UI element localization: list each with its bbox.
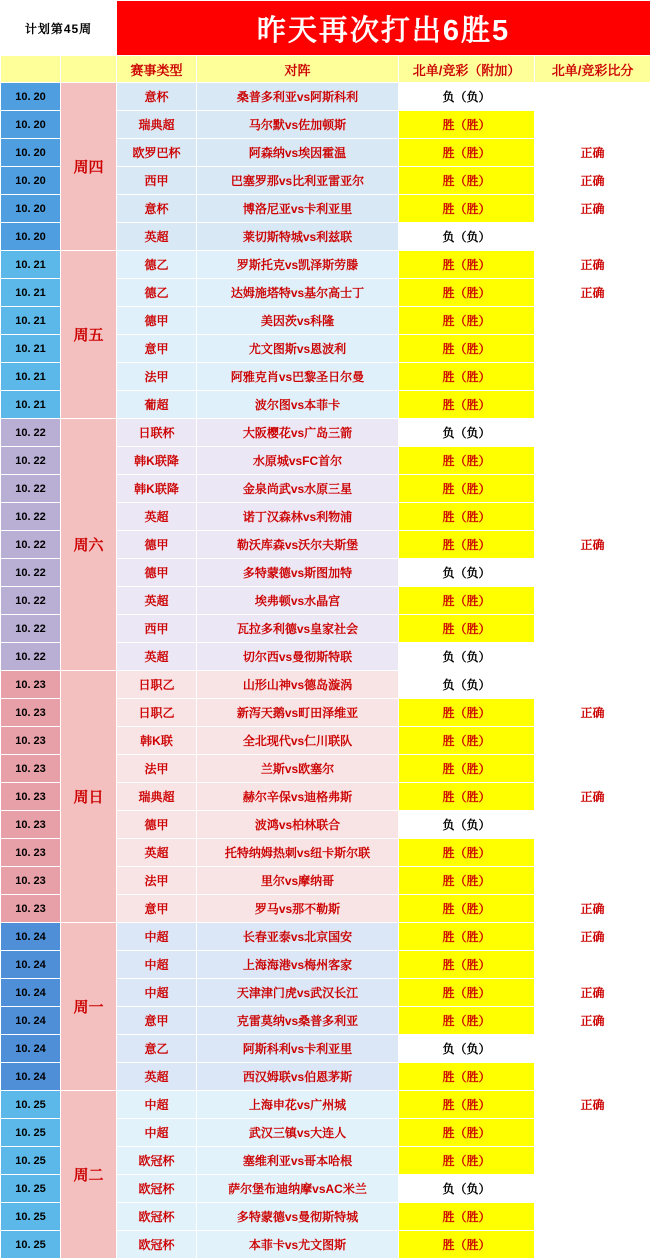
row-type: 英超 — [117, 1063, 197, 1091]
row-accuracy — [535, 587, 650, 615]
row-type: 法甲 — [117, 867, 197, 895]
row-date: 10. 20 — [1, 195, 61, 223]
row-match: 塞维利亚vs哥本哈根 — [197, 1147, 399, 1175]
row-date: 10. 25 — [1, 1175, 61, 1203]
row-result: 负（负） — [399, 559, 535, 587]
col-match: 对阵 — [197, 56, 399, 83]
col-accuracy: 北单/竞彩比分 — [535, 56, 650, 83]
row-match: 萨尔堡布迪纳摩vsAC米兰 — [197, 1175, 399, 1203]
row-accuracy — [535, 839, 650, 867]
row-match: 本菲卡vs尤文图斯 — [197, 1231, 399, 1259]
row-date: 10. 24 — [1, 979, 61, 1007]
table-row — [1, 923, 650, 951]
row-date: 10. 25 — [1, 1147, 61, 1175]
row-result: 负（负） — [399, 643, 535, 671]
col-result: 北单/竞彩（附加） — [399, 56, 535, 83]
row-date: 10. 21 — [1, 279, 61, 307]
row-accuracy — [535, 755, 650, 783]
row-result: 胜（胜） — [399, 839, 535, 867]
row-accuracy — [535, 671, 650, 699]
weekday-cell: 周六 — [61, 419, 117, 671]
row-type: 葡超 — [117, 391, 197, 419]
row-accuracy: 正确 — [535, 1007, 650, 1035]
table-row — [1, 1091, 650, 1119]
row-match: 兰斯vs欧塞尔 — [197, 755, 399, 783]
row-result: 胜（胜） — [399, 1063, 535, 1091]
row-accuracy — [535, 1147, 650, 1175]
row-result: 胜（胜） — [399, 391, 535, 419]
col-date — [1, 56, 61, 83]
row-result: 胜（胜） — [399, 447, 535, 475]
row-accuracy — [535, 951, 650, 979]
row-accuracy — [535, 727, 650, 755]
row-date: 10. 24 — [1, 923, 61, 951]
row-date: 10. 23 — [1, 895, 61, 923]
row-result: 胜（胜） — [399, 1231, 535, 1259]
row-type: 意杯 — [117, 83, 197, 111]
row-type: 西甲 — [117, 615, 197, 643]
row-result: 胜（胜） — [399, 755, 535, 783]
row-type: 欧冠杯 — [117, 1203, 197, 1231]
row-type: 英超 — [117, 503, 197, 531]
row-date: 10. 21 — [1, 391, 61, 419]
table-row — [1, 83, 650, 111]
row-match: 桑普多利亚vs阿斯科利 — [197, 83, 399, 111]
row-date: 10. 22 — [1, 531, 61, 559]
row-accuracy — [535, 335, 650, 363]
row-date: 10. 21 — [1, 307, 61, 335]
row-result: 胜（胜） — [399, 475, 535, 503]
row-date: 10. 22 — [1, 475, 61, 503]
row-date: 10. 23 — [1, 671, 61, 699]
table-row — [1, 419, 650, 447]
row-type: 韩K联 — [117, 727, 197, 755]
row-date: 10. 24 — [1, 951, 61, 979]
row-result: 胜（胜） — [399, 727, 535, 755]
row-match: 长春亚泰vs北京国安 — [197, 923, 399, 951]
row-accuracy — [535, 307, 650, 335]
row-result: 胜（胜） — [399, 1119, 535, 1147]
row-match: 莱切斯特城vs利兹联 — [197, 223, 399, 251]
row-accuracy — [535, 1231, 650, 1259]
row-match: 天津津门虎vs武汉长江 — [197, 979, 399, 1007]
row-match: 美因茨vs科隆 — [197, 307, 399, 335]
row-type: 瑞典超 — [117, 111, 197, 139]
row-result: 胜（胜） — [399, 783, 535, 811]
row-match: 上海海港vs梅州客家 — [197, 951, 399, 979]
row-date: 10. 25 — [1, 1203, 61, 1231]
row-type: 英超 — [117, 839, 197, 867]
row-match: 托特纳姆热刺vs纽卡斯尔联 — [197, 839, 399, 867]
weekday-cell: 周五 — [61, 251, 117, 419]
row-match: 巴塞罗那vs比利亚雷亚尔 — [197, 167, 399, 195]
row-result: 胜（胜） — [399, 587, 535, 615]
row-accuracy — [535, 1035, 650, 1063]
row-date: 10. 24 — [1, 1035, 61, 1063]
row-match: 阿斯科利vs卡利亚里 — [197, 1035, 399, 1063]
row-match: 诺丁汉森林vs利物浦 — [197, 503, 399, 531]
row-date: 10. 20 — [1, 83, 61, 111]
row-type: 英超 — [117, 223, 197, 251]
row-result: 胜（胜） — [399, 979, 535, 1007]
row-accuracy — [535, 391, 650, 419]
row-accuracy: 正确 — [535, 979, 650, 1007]
row-type: 韩K联降 — [117, 447, 197, 475]
row-date: 10. 25 — [1, 1119, 61, 1147]
row-accuracy — [535, 1175, 650, 1203]
row-date: 10. 23 — [1, 727, 61, 755]
row-match: 上海申花vs广州城 — [197, 1091, 399, 1119]
row-accuracy: 正确 — [535, 531, 650, 559]
row-date: 10. 20 — [1, 223, 61, 251]
row-result: 胜（胜） — [399, 167, 535, 195]
row-result: 负（负） — [399, 419, 535, 447]
row-result: 负（负） — [399, 671, 535, 699]
row-type: 法甲 — [117, 363, 197, 391]
row-type: 意甲 — [117, 335, 197, 363]
row-match: 西汉姆联vs伯恩茅斯 — [197, 1063, 399, 1091]
row-accuracy — [535, 615, 650, 643]
row-accuracy — [535, 1119, 650, 1147]
row-type: 德甲 — [117, 811, 197, 839]
row-type: 日联杯 — [117, 419, 197, 447]
plan-label: 计划第45周 — [1, 1, 117, 56]
row-date: 10. 21 — [1, 335, 61, 363]
row-match: 波尔图vs本菲卡 — [197, 391, 399, 419]
row-result: 胜（胜） — [399, 1147, 535, 1175]
row-type: 德乙 — [117, 279, 197, 307]
row-accuracy — [535, 1203, 650, 1231]
row-accuracy — [535, 559, 650, 587]
row-match: 罗马vs那不勒斯 — [197, 895, 399, 923]
col-type: 赛事类型 — [117, 56, 197, 83]
row-result: 胜（胜） — [399, 895, 535, 923]
row-match: 阿森纳vs埃因霍温 — [197, 139, 399, 167]
row-result: 负（负） — [399, 83, 535, 111]
row-type: 英超 — [117, 587, 197, 615]
row-result: 胜（胜） — [399, 615, 535, 643]
row-accuracy: 正确 — [535, 139, 650, 167]
row-match: 大阪樱花vs广岛三箭 — [197, 419, 399, 447]
row-accuracy — [535, 867, 650, 895]
row-accuracy: 正确 — [535, 1091, 650, 1119]
row-date: 10. 21 — [1, 363, 61, 391]
row-accuracy: 正确 — [535, 699, 650, 727]
row-type: 意甲 — [117, 1007, 197, 1035]
row-accuracy: 正确 — [535, 895, 650, 923]
row-date: 10. 22 — [1, 447, 61, 475]
row-date: 10. 23 — [1, 783, 61, 811]
row-date: 10. 23 — [1, 755, 61, 783]
row-type: 欧冠杯 — [117, 1175, 197, 1203]
row-date: 10. 20 — [1, 111, 61, 139]
row-type: 日职乙 — [117, 699, 197, 727]
row-type: 中超 — [117, 1119, 197, 1147]
row-type: 法甲 — [117, 755, 197, 783]
row-match: 克雷莫纳vs桑普多利亚 — [197, 1007, 399, 1035]
row-result: 胜（胜） — [399, 867, 535, 895]
row-match: 全北现代vs仁川联队 — [197, 727, 399, 755]
row-result: 胜（胜） — [399, 251, 535, 279]
row-result: 胜（胜） — [399, 503, 535, 531]
weekday-cell: 周四 — [61, 83, 117, 251]
header-row — [1, 1, 650, 56]
row-match: 新泻天鹅vs町田泽维亚 — [197, 699, 399, 727]
row-match: 罗斯托克vs凯泽斯劳滕 — [197, 251, 399, 279]
weekday-cell: 周一 — [61, 923, 117, 1091]
row-result: 胜（胜） — [399, 531, 535, 559]
row-date: 10. 23 — [1, 867, 61, 895]
row-type: 西甲 — [117, 167, 197, 195]
row-match: 波鸿vs柏林联合 — [197, 811, 399, 839]
row-result: 胜（胜） — [399, 1203, 535, 1231]
row-type: 欧冠杯 — [117, 1147, 197, 1175]
row-date: 10. 25 — [1, 1231, 61, 1259]
row-type: 欧冠杯 — [117, 1231, 197, 1259]
weekday-cell: 周日 — [61, 671, 117, 923]
row-result: 胜（胜） — [399, 699, 535, 727]
row-date: 10. 22 — [1, 587, 61, 615]
row-date: 10. 23 — [1, 839, 61, 867]
row-match: 阿雅克肖vs巴黎圣日尔曼 — [197, 363, 399, 391]
row-accuracy — [535, 811, 650, 839]
row-type: 英超 — [117, 643, 197, 671]
table-row — [1, 251, 650, 279]
row-type: 德甲 — [117, 307, 197, 335]
row-result: 胜（胜） — [399, 279, 535, 307]
row-type: 中超 — [117, 951, 197, 979]
row-date: 10. 20 — [1, 139, 61, 167]
row-result: 负（负） — [399, 1175, 535, 1203]
row-date: 10. 22 — [1, 559, 61, 587]
column-header-row — [1, 56, 650, 83]
row-match: 尤文图斯vs恩波利 — [197, 335, 399, 363]
row-result: 胜（胜） — [399, 951, 535, 979]
row-match: 切尔西vs曼彻斯特联 — [197, 643, 399, 671]
row-match: 马尔默vs佐加顿斯 — [197, 111, 399, 139]
row-match: 勒沃库森vs沃尔夫斯堡 — [197, 531, 399, 559]
row-type: 德甲 — [117, 531, 197, 559]
row-match: 金泉尚武vs水原三星 — [197, 475, 399, 503]
row-match: 山形山神vs德岛漩涡 — [197, 671, 399, 699]
row-accuracy: 正确 — [535, 251, 650, 279]
row-date: 10. 23 — [1, 699, 61, 727]
row-type: 德乙 — [117, 251, 197, 279]
row-type: 瑞典超 — [117, 783, 197, 811]
row-accuracy: 正确 — [535, 167, 650, 195]
row-accuracy — [535, 111, 650, 139]
row-match: 达姆施塔特vs基尔高士丁 — [197, 279, 399, 307]
row-type: 中超 — [117, 1091, 197, 1119]
row-result: 胜（胜） — [399, 1007, 535, 1035]
row-match: 埃弗顿vs水晶宫 — [197, 587, 399, 615]
row-result: 胜（胜） — [399, 307, 535, 335]
row-date: 10. 23 — [1, 811, 61, 839]
row-accuracy: 正确 — [535, 279, 650, 307]
row-result: 胜（胜） — [399, 363, 535, 391]
row-type: 意杯 — [117, 195, 197, 223]
row-result: 胜（胜） — [399, 139, 535, 167]
weekday-cell: 周二 — [61, 1091, 117, 1259]
row-date: 10. 22 — [1, 615, 61, 643]
row-date: 10. 25 — [1, 1091, 61, 1119]
row-result: 负（负） — [399, 811, 535, 839]
row-accuracy — [535, 643, 650, 671]
row-date: 10. 24 — [1, 1063, 61, 1091]
row-type: 韩K联降 — [117, 475, 197, 503]
row-date: 10. 22 — [1, 419, 61, 447]
row-match: 多特蒙德vs斯图加特 — [197, 559, 399, 587]
row-accuracy — [535, 223, 650, 251]
row-match: 博洛尼亚vs卡利亚里 — [197, 195, 399, 223]
row-date: 10. 22 — [1, 503, 61, 531]
row-match: 多特蒙德vs曼彻斯特城 — [197, 1203, 399, 1231]
row-accuracy — [535, 447, 650, 475]
row-match: 赫尔辛保vs迪格弗斯 — [197, 783, 399, 811]
row-date: 10. 24 — [1, 1007, 61, 1035]
row-result: 负（负） — [399, 1035, 535, 1063]
row-type: 日职乙 — [117, 671, 197, 699]
row-type: 意甲 — [117, 895, 197, 923]
row-type: 德甲 — [117, 559, 197, 587]
row-accuracy: 正确 — [535, 195, 650, 223]
col-weekday — [61, 56, 117, 83]
row-date: 10. 22 — [1, 643, 61, 671]
row-result: 胜（胜） — [399, 923, 535, 951]
row-date: 10. 20 — [1, 167, 61, 195]
row-type: 中超 — [117, 979, 197, 1007]
row-accuracy: 正确 — [535, 783, 650, 811]
row-match: 里尔vs摩纳哥 — [197, 867, 399, 895]
row-accuracy — [535, 83, 650, 111]
row-accuracy: 正确 — [535, 923, 650, 951]
row-type: 欧罗巴杯 — [117, 139, 197, 167]
row-accuracy — [535, 1063, 650, 1091]
row-accuracy — [535, 475, 650, 503]
row-result: 胜（胜） — [399, 335, 535, 363]
page-title: 昨天再次打出6胜5 — [117, 1, 650, 56]
row-result: 胜（胜） — [399, 111, 535, 139]
row-date: 10. 21 — [1, 251, 61, 279]
row-type: 中超 — [117, 923, 197, 951]
row-match: 瓦拉多利德vs皇家社会 — [197, 615, 399, 643]
row-result: 胜（胜） — [399, 1091, 535, 1119]
row-accuracy — [535, 419, 650, 447]
row-match: 水原城vsFC首尔 — [197, 447, 399, 475]
row-result: 胜（胜） — [399, 195, 535, 223]
table-row — [1, 671, 650, 699]
row-accuracy — [535, 363, 650, 391]
row-type: 意乙 — [117, 1035, 197, 1063]
row-accuracy — [535, 503, 650, 531]
row-result: 负（负） — [399, 223, 535, 251]
row-match: 武汉三镇vs大连人 — [197, 1119, 399, 1147]
